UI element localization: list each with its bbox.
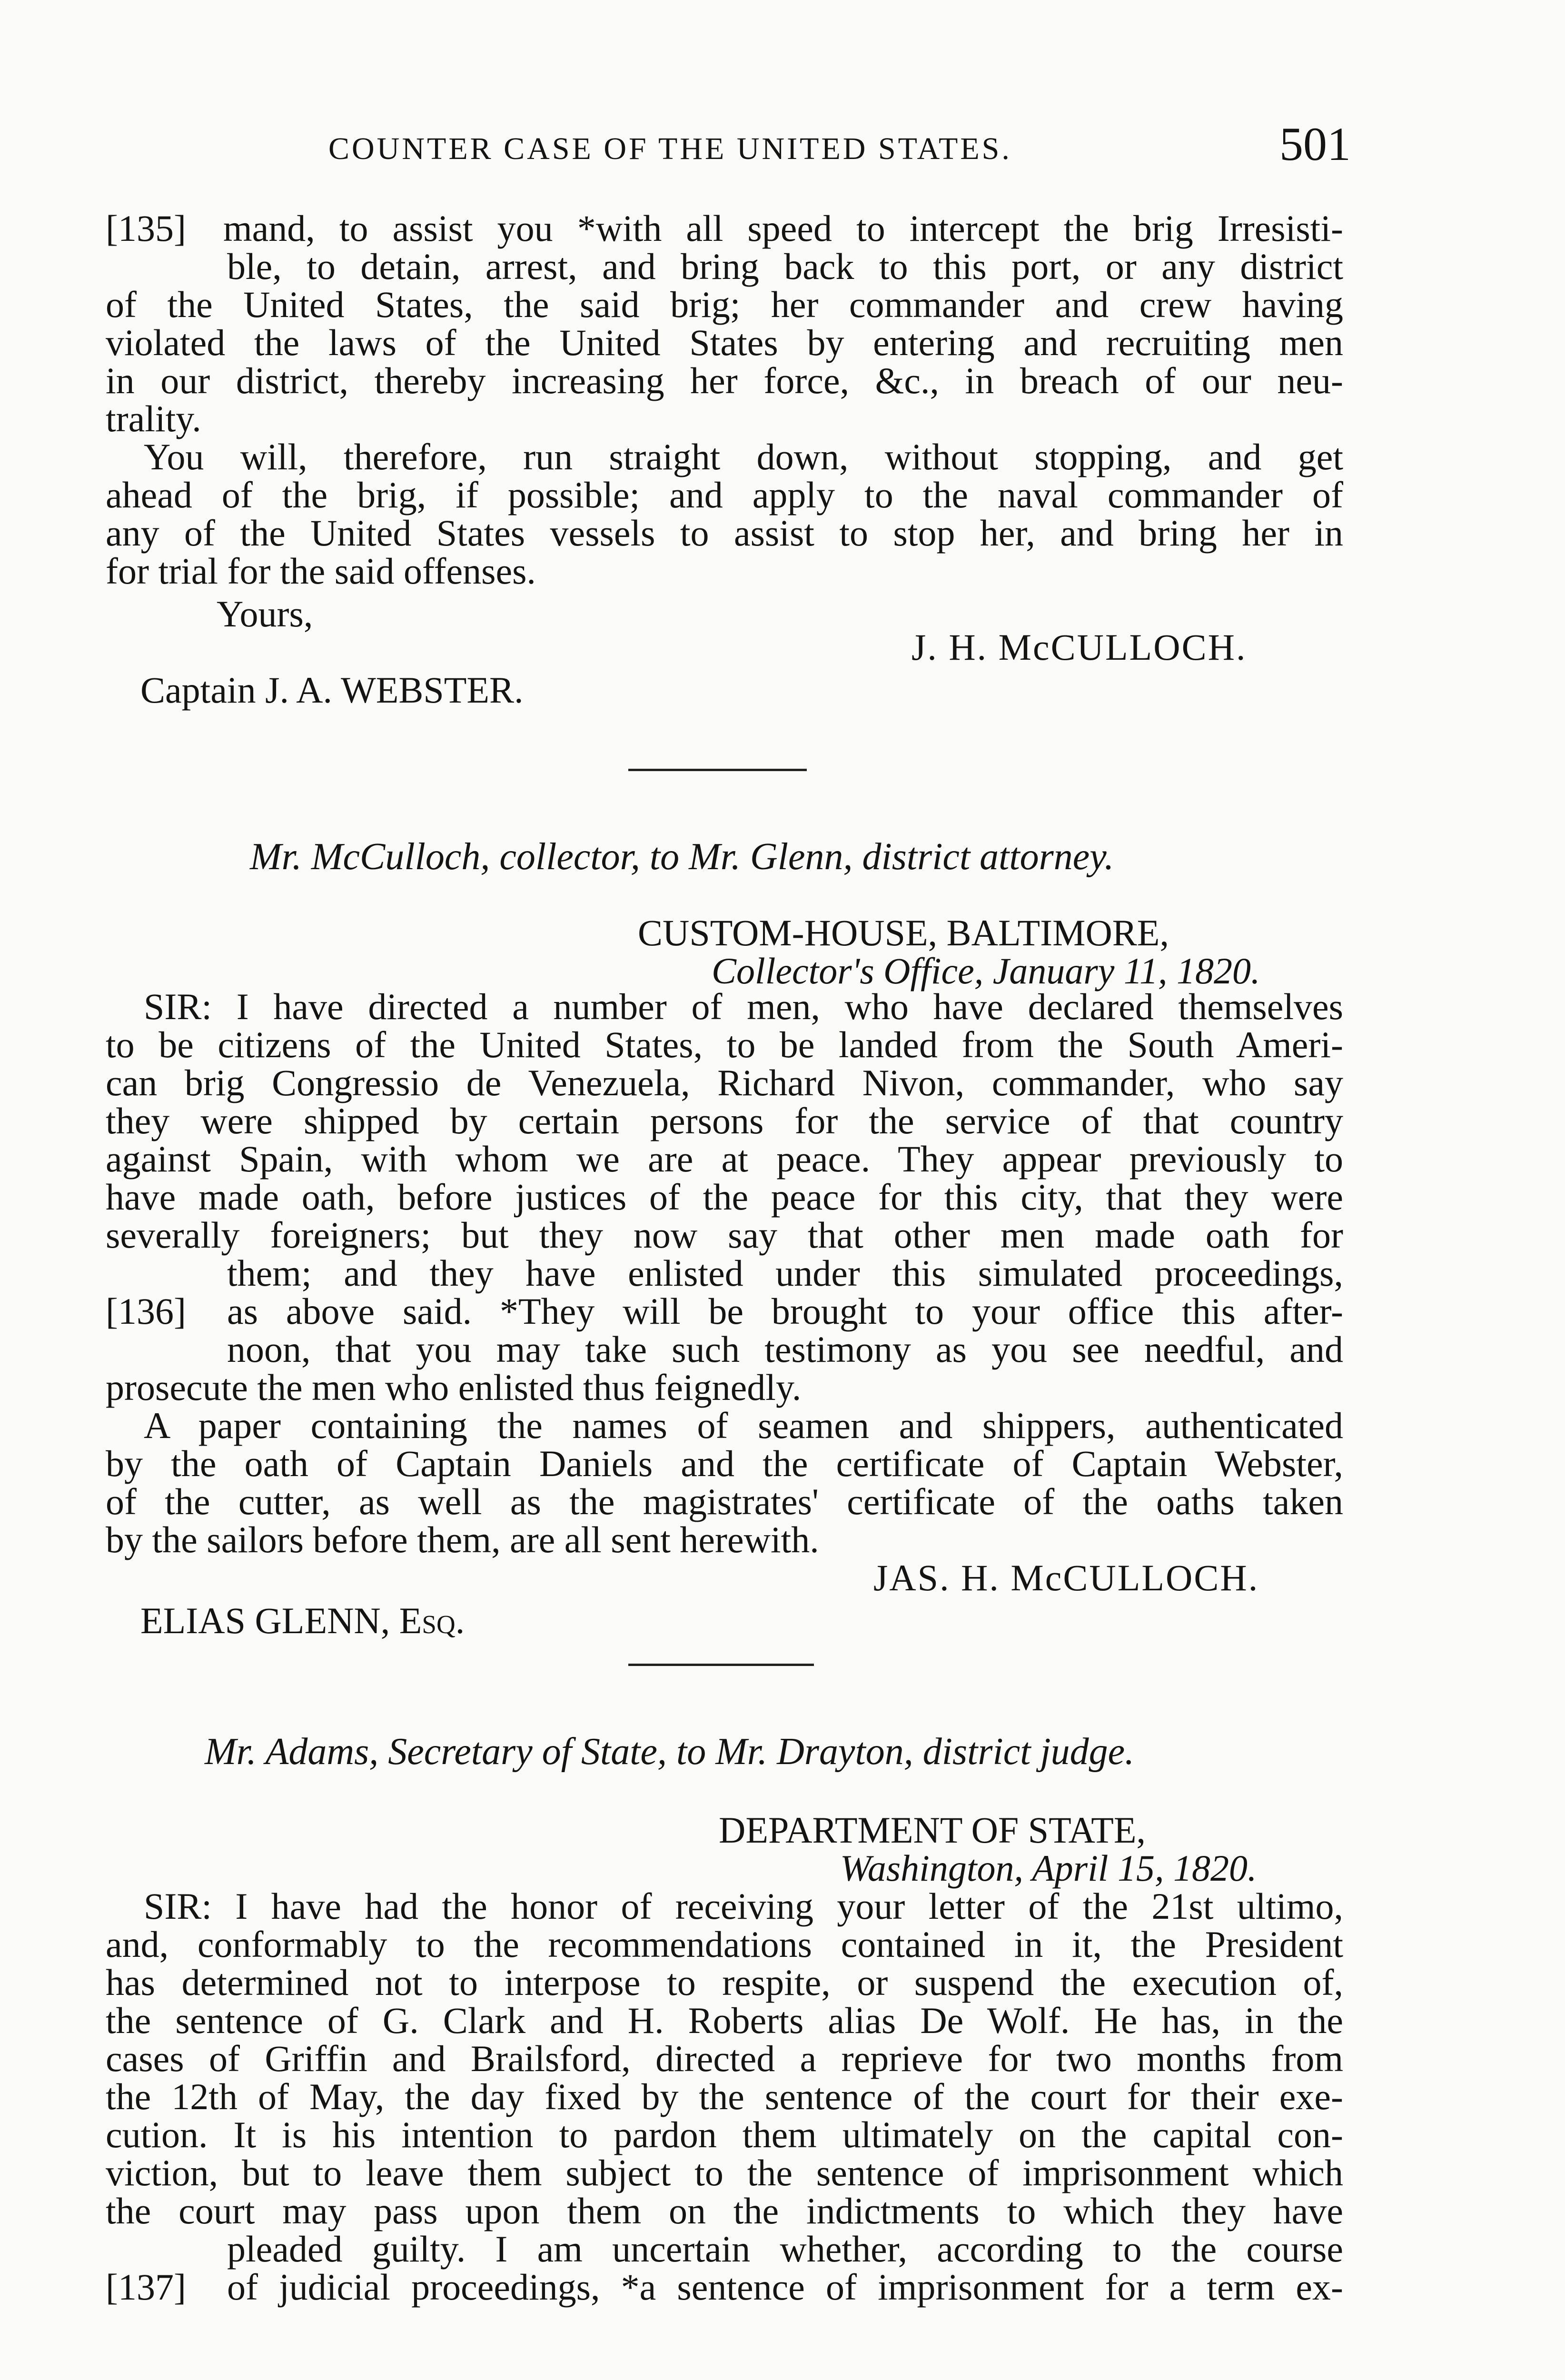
signature: JAS. H. McCULLOCH. (873, 1557, 1259, 1598)
text-line: the 12th of May, the day fixed by the sentence of the court for their exe- (106, 2076, 1343, 2117)
place-line: DEPARTMENT OF STATE, (719, 1809, 1146, 1851)
text-line: of the United States, the said brig; her commander and crew having (106, 284, 1343, 325)
text-line: the court may pass upon them on the indictments to which they have (106, 2190, 1343, 2231)
dateline: Collector's Office, January 11, 1820. (712, 950, 1260, 992)
text-line: they were shipped by certain persons for the service of that country (106, 1100, 1343, 1141)
text-line: the sentence of G. Clark and H. Roberts alias De Wolf. He has, in the (106, 2000, 1343, 2041)
text-line: for trial for the said offenses. (106, 550, 536, 592)
text-line: of the cutter, as well as the magistrates' certificate of the oaths taken (106, 1481, 1343, 1522)
running-title: COUNTER CASE OF THE UNITED STATES. (328, 131, 1012, 166)
letter3-body (106, 1887, 1343, 2306)
text-line: can brig Congressio de Venezuela, Richard Nivon, commander, who say (106, 1062, 1343, 1103)
text-line: trality. (106, 398, 201, 439)
text-line: noon, that you may take such testimony as you see needful, and (227, 1329, 1343, 1370)
text-line: to be citizens of the United States, to be landed from the South Ameri- (106, 1024, 1343, 1065)
text-line: severally foreigners; but they now say that other men made oath for (106, 1214, 1343, 1256)
text-line: against Spain, with whom we are at peace. They appear previously to (106, 1138, 1343, 1180)
dateline: Washington, April 15, 1820. (840, 1847, 1257, 1889)
text-line: cution. It is his intention to pardon them ultimately on the capital con- (106, 2114, 1343, 2155)
text-line: cases of Griffin and Brailsford, directed a reprieve for two months from (106, 2038, 1343, 2079)
letter2-body (106, 988, 1343, 1559)
text-line: as above said. *They will be brought to your office this after- (227, 1290, 1343, 1332)
text-line: SIR: I have had the honor of receiving your letter of the 21st ultimo, (144, 1885, 1343, 1927)
margin-ref-136: [136] (106, 1290, 186, 1332)
letter-title: Mr. Adams, Secretary of State, to Mr. Drayton, district judge. (205, 1731, 1135, 1773)
text-line: ahead of the brig, if possible; and apply to the naval commander of (106, 474, 1343, 516)
text-line: of judicial proceedings, *a sentence of imprisonment for a term ex- (227, 2266, 1343, 2308)
text-line: pleaded guilty. I am uncertain whether, according to the course (227, 2228, 1343, 2270)
text-line: and, conformably to the recommendations contained in it, the President (106, 1924, 1343, 1965)
text-line: mand, to assist you *with all speed to intercept the brig Irresisti- (223, 208, 1343, 249)
text-line: by the oath of Captain Daniels and the certificate of Captain Webster, (106, 1443, 1343, 1484)
text-line: has determined not to interpose to respite, or suspend the execution of, (106, 1962, 1343, 2003)
section1-body (106, 209, 1343, 590)
text-line: prosecute the men who enlisted thus feignedly. (106, 1367, 802, 1408)
text-line: any of the United States vessels to assist to stop her, and bring her in (106, 512, 1343, 554)
text-line: have made oath, before justices of the peace for this city, that they were (106, 1176, 1343, 1218)
text-line: by the sailors before them, are all sent herewith. (106, 1519, 819, 1560)
place-line: CUSTOM-HOUSE, BALTIMORE, (638, 912, 1169, 953)
closing: Yours, (217, 593, 313, 635)
text-line: You will, therefore, run straight down, without stopping, and get (144, 436, 1343, 477)
text-line: viction, but to leave them subject to the sentence of imprisonment which (106, 2152, 1343, 2193)
text-line: them; and they have enlisted under this simulated proceedings, (227, 1252, 1343, 1294)
section-divider (628, 1664, 814, 1666)
text-line: A paper containing the names of seamen and shippers, authenticated (144, 1405, 1343, 1446)
text-line: violated the laws of the United States by entering and recruiting men (106, 322, 1343, 363)
margin-ref-137: [137] (106, 2266, 186, 2308)
text-line: ble, to detain, arrest, and bring back to this port, or any district (227, 246, 1343, 287)
letter-title: Mr. McCulloch, collector, to Mr. Glenn, district attorney. (250, 836, 1114, 878)
text-line: SIR: I have directed a number of men, who have declared themselves (144, 986, 1343, 1027)
section-divider (628, 769, 807, 771)
signature: J. H. McCULLOCH. (911, 626, 1247, 668)
margin-ref-135: [135] (106, 208, 186, 249)
addressee: ELIAS GLENN, Esq. (140, 1600, 465, 1641)
page-header (0, 117, 1565, 174)
page-number: 501 (1279, 118, 1351, 170)
addressee: Captain J. A. WEBSTER. (140, 669, 524, 711)
text-line: in our district, thereby increasing her force, &c., in breach of our neu- (106, 360, 1343, 401)
